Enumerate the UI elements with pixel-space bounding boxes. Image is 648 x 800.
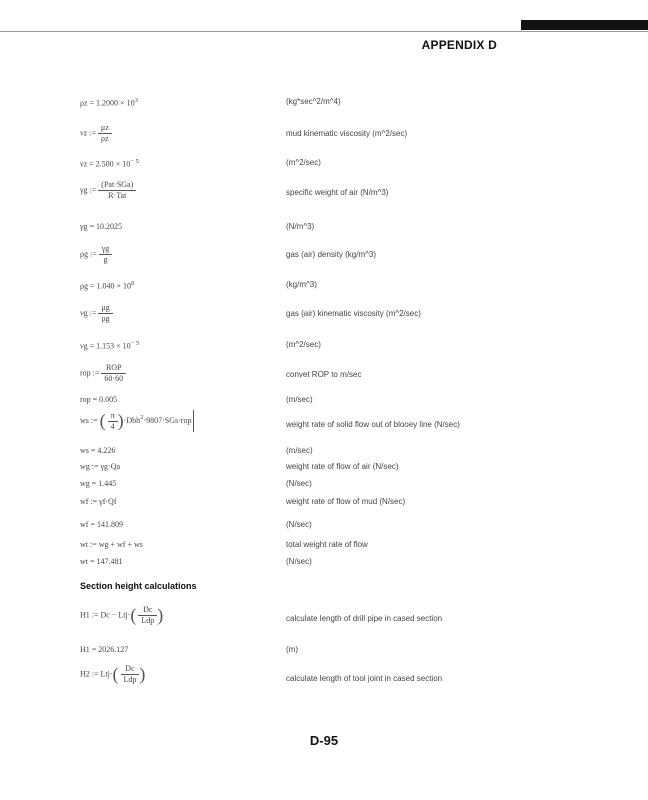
header-bar — [521, 20, 648, 30]
denominator: Ldp — [141, 616, 155, 625]
equation: ρg = 1.040 × 10 — [80, 281, 132, 291]
description: (m/sec) — [286, 395, 313, 404]
equation-lhs: H2 := Ltj· — [80, 669, 113, 679]
equation-lhs: ws := — [80, 415, 98, 425]
fraction — [99, 244, 113, 265]
equation-lhs: rop := — [80, 368, 100, 378]
exponent: 2 — [140, 414, 144, 422]
equation-part: ·Dbh — [123, 415, 141, 425]
equation-lhs: γg := — [80, 185, 97, 195]
description: specific weight of air (N/m^3) — [286, 188, 389, 197]
fraction — [101, 363, 126, 384]
description: (kg/m^3) — [286, 280, 317, 289]
equation-lhs: H1 := Dc − Ltj· — [80, 610, 131, 620]
description: gas (air) kinematic viscosity (m^2/sec) — [286, 309, 421, 318]
equation: γg = 10.2025 — [80, 222, 123, 231]
fraction — [108, 411, 118, 432]
equation: ws = 4.226 — [80, 446, 116, 455]
description: weight rate of solid flow out of blooey line (N/sec) — [286, 420, 460, 429]
exponent: 0 — [131, 280, 135, 287]
appendix-label: APPENDIX D — [421, 38, 497, 52]
numerator: Dc — [121, 664, 140, 675]
denominator: Ldp — [123, 675, 137, 684]
equation: wg := γg·Qa — [80, 462, 121, 471]
fraction — [138, 605, 157, 626]
equation: wf = 141.809 — [80, 520, 123, 529]
fraction — [98, 180, 136, 201]
denominator: 4 — [110, 421, 115, 431]
description: convet ROP to m/sec — [286, 370, 362, 379]
equation: wg = 1.445 — [80, 479, 117, 488]
description: (m/sec) — [286, 446, 313, 455]
exponent: − 5 — [130, 158, 139, 165]
description: (kg*sec^2/m^4) — [286, 97, 341, 106]
description: calculate length of tool joint in cased section — [286, 674, 443, 683]
description: weight rate of flow of mud (N/sec) — [286, 497, 406, 506]
equation-lhs: νg := — [80, 308, 97, 318]
page-number: D-95 — [309, 733, 339, 748]
description: (m) — [286, 645, 298, 654]
equation-lhs: νz := — [80, 128, 96, 138]
denominator: g — [103, 255, 108, 264]
numerator: γg — [99, 244, 113, 255]
section-heading: Section height calculations — [80, 581, 197, 591]
numerator: (Pat·SGa) — [98, 180, 136, 191]
description: (N/m^3) — [286, 222, 315, 231]
denominator: R·Tat — [108, 191, 127, 200]
equation: νg = 1.153 × 10 — [80, 341, 131, 351]
equation-part: ·9807·SGs·rop — [143, 415, 192, 425]
equation: wf := γf·Qf — [80, 497, 117, 506]
fraction — [98, 123, 112, 144]
denominator: ρz — [101, 134, 109, 143]
description: calculate length of drill pipe in cased section — [286, 614, 443, 623]
fraction — [121, 664, 140, 685]
pi-symbol: π — [108, 411, 118, 422]
equation: H1 = 2026.127 — [80, 645, 129, 654]
numerator: ROP — [101, 363, 126, 374]
exponent: 3 — [134, 97, 138, 104]
header-rule — [0, 31, 648, 32]
description: gas (air) density (kg/m^3) — [286, 250, 376, 259]
numerator: Dc — [138, 605, 157, 616]
description: (m^2/sec) — [286, 340, 321, 349]
denominator: 60·60 — [104, 374, 124, 383]
numerator: μz — [98, 123, 112, 134]
description: weight rate of flow of air (N/sec) — [286, 462, 399, 471]
equation: νz = 2.500 × 10 — [80, 159, 131, 169]
description: (N/sec) — [286, 479, 312, 488]
denominator: ρg — [101, 314, 110, 323]
description: (N/sec) — [286, 520, 312, 529]
description: mud kinematic viscosity (m^2/sec) — [286, 129, 408, 138]
equation: wt := wg + wf + ws — [80, 540, 143, 549]
equation: wt = 147.481 — [80, 557, 123, 566]
numerator: μg — [98, 303, 112, 314]
description: (N/sec) — [286, 557, 312, 566]
description: (m^2/sec) — [286, 158, 321, 167]
equation-lhs: ρg := — [80, 249, 97, 259]
fraction — [98, 303, 112, 324]
equation: ρz = 1.2000 × 10 — [80, 98, 135, 108]
description: total weight rate of flow — [286, 540, 368, 549]
exponent: − 5 — [130, 340, 140, 347]
equation: rop = 0.005 — [80, 395, 118, 404]
